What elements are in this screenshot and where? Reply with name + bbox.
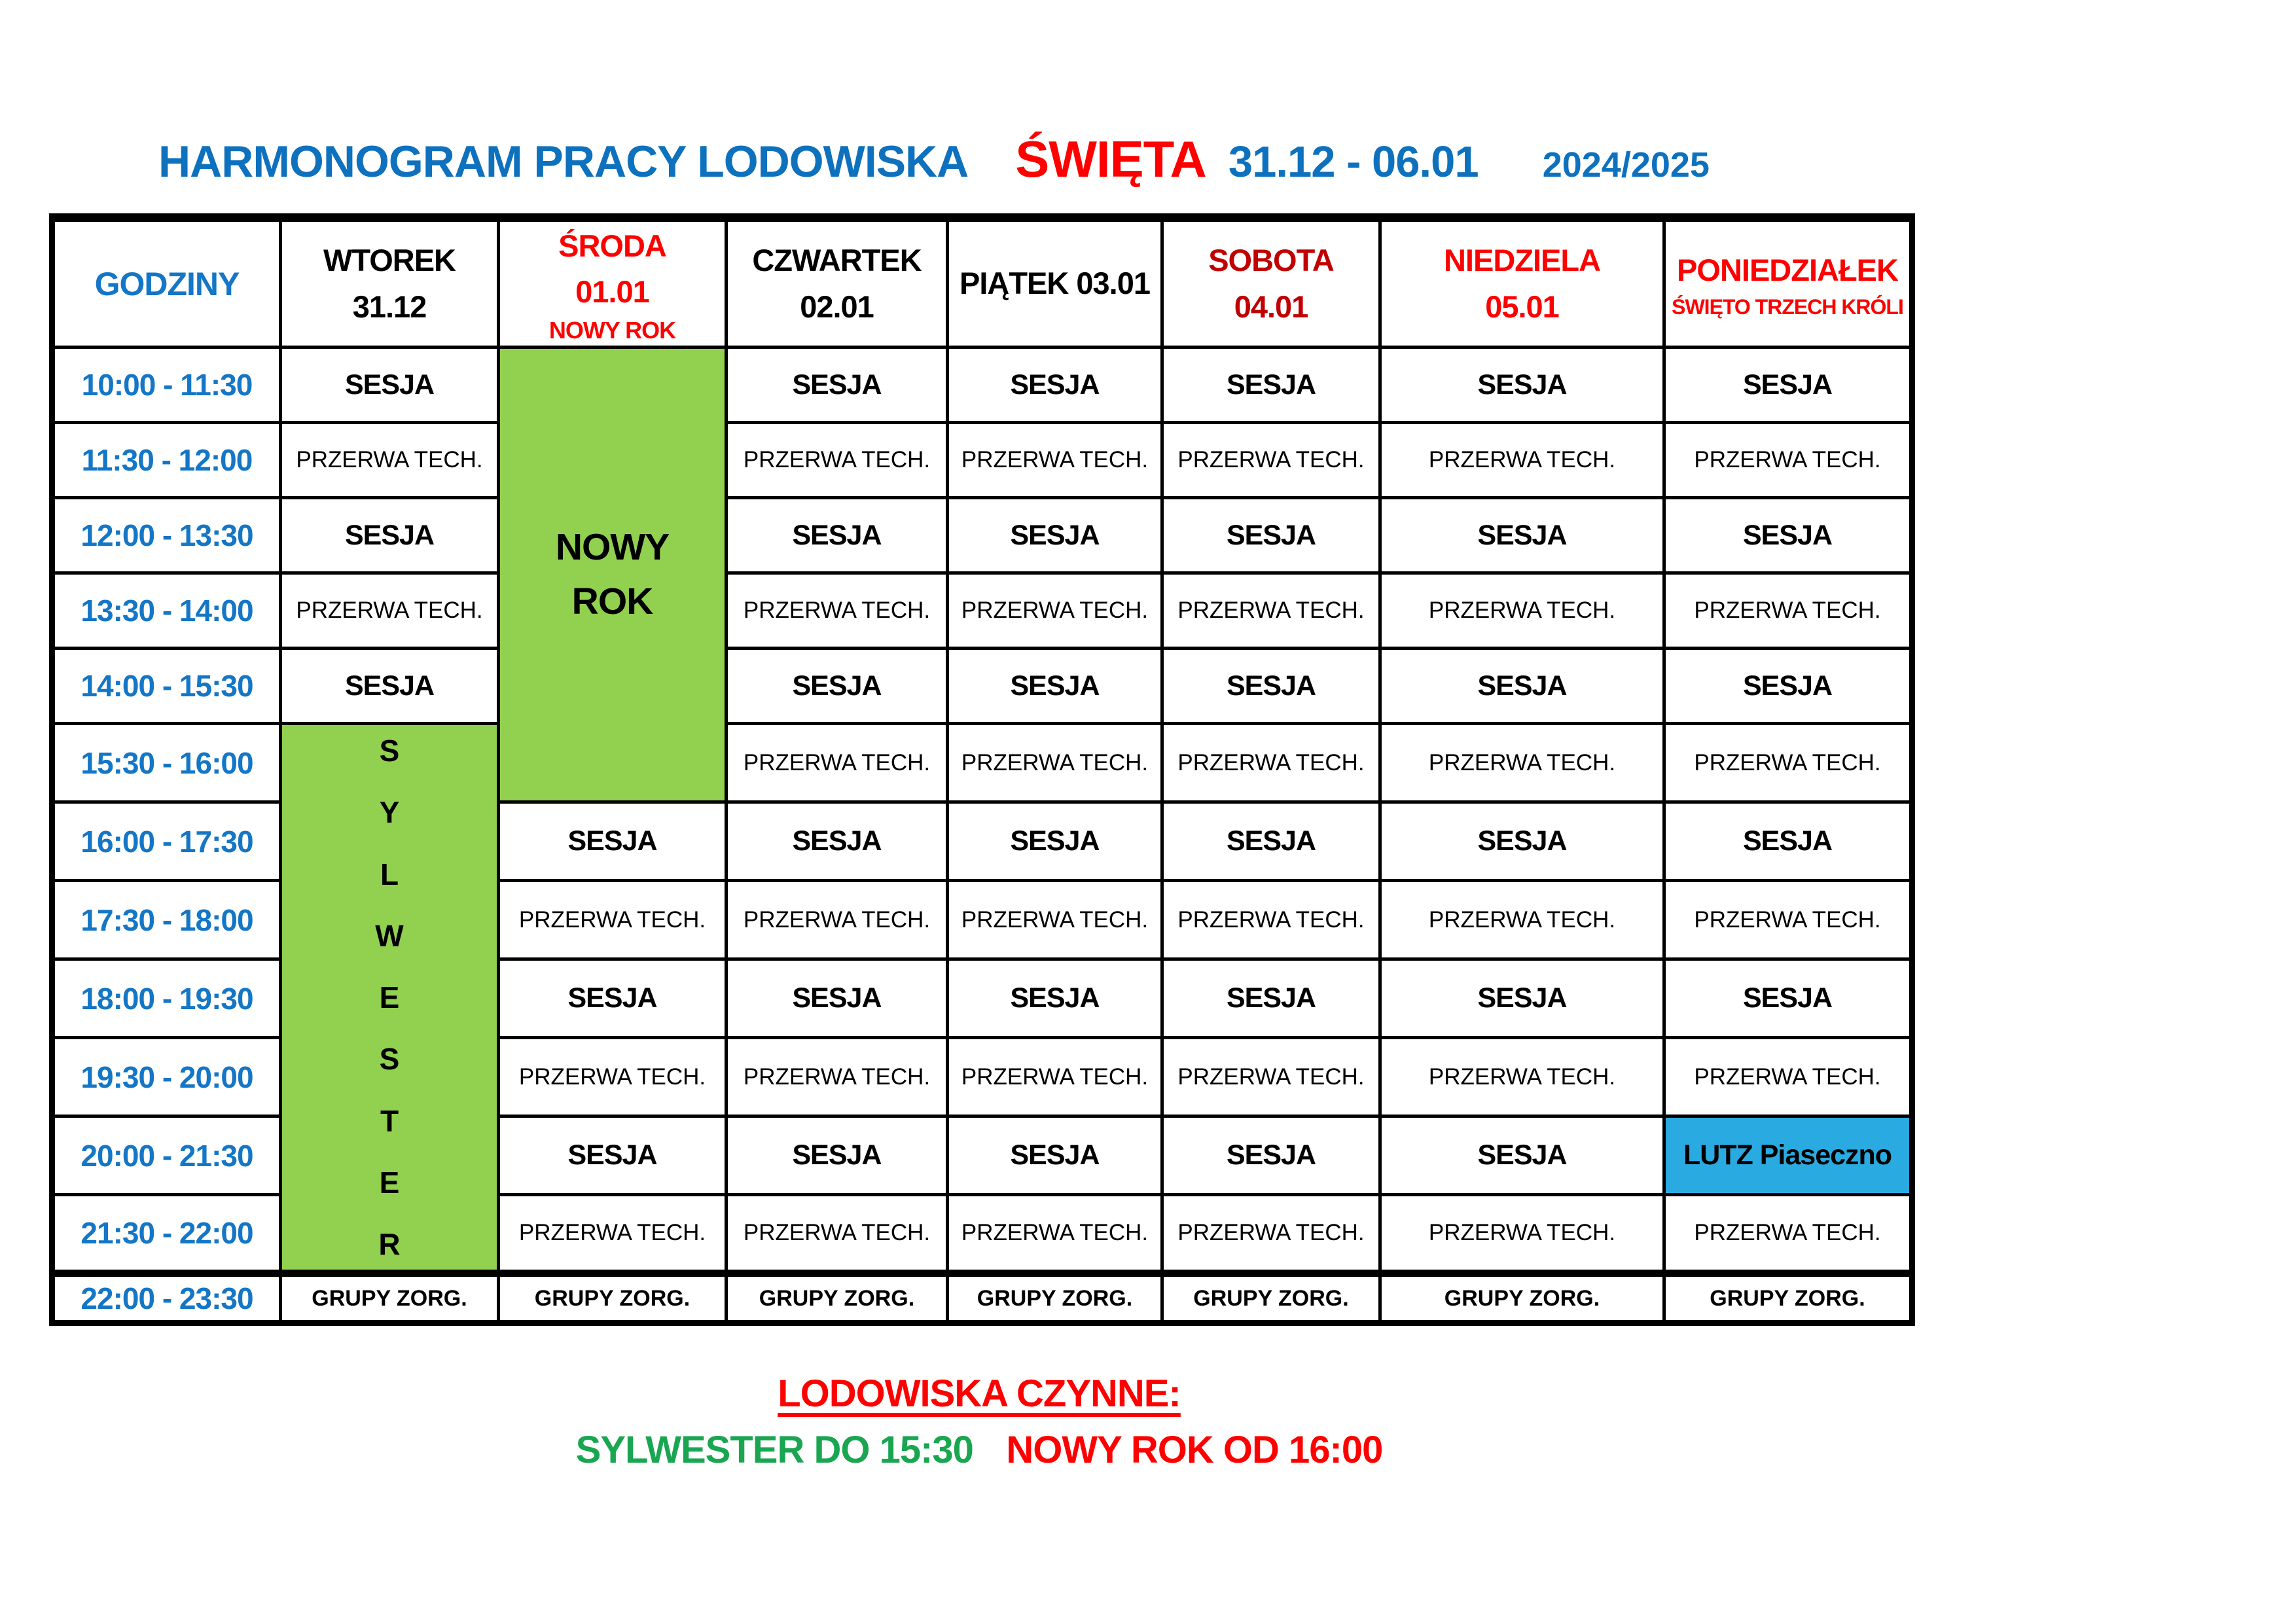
break-cell: PRZERWA TECH. (948, 881, 1162, 959)
break-cell: PRZERWA TECH. (948, 423, 1162, 498)
break-cell: PRZERWA TECH. (1380, 423, 1664, 498)
break-cell: PRZERWA TECH. (726, 573, 948, 649)
session-cell: SESJA (948, 649, 1162, 724)
groups-cell: GRUPY ZORG. (726, 1274, 948, 1323)
session-cell: SESJA (1162, 802, 1380, 881)
sylwester-letter: R (378, 1227, 401, 1261)
break-cell: PRZERWA TECH. (948, 573, 1162, 649)
session-cell: SESJA (1664, 959, 1912, 1038)
break-cell: PRZERWA TECH. (499, 1038, 726, 1116)
session-cell: SESJA (499, 802, 726, 881)
day-name: PIĄTEK 03.01 (959, 266, 1151, 301)
day-note: ŚWIĘTO TRZECH KRÓLI (1672, 294, 1903, 319)
col-header-sobota (1162, 218, 1380, 348)
day-name: WTOREK (323, 243, 456, 277)
break-cell: PRZERWA TECH. (1162, 724, 1380, 802)
break-cell: PRZERWA TECH. (1380, 724, 1664, 802)
break-cell: PRZERWA TECH. (1162, 1038, 1380, 1116)
table-row (52, 649, 1912, 724)
session-cell: SESJA (1380, 959, 1664, 1038)
session-cell: SESJA (281, 649, 499, 724)
break-cell: PRZERWA TECH. (948, 724, 1162, 802)
break-cell: PRZERWA TECH. (281, 423, 499, 498)
session-cell: SESJA (948, 348, 1162, 423)
footer-hours-line (49, 1428, 1909, 1472)
day-note: NOWY ROK (548, 316, 676, 344)
break-cell: PRZERWA TECH. (499, 881, 726, 959)
session-cell: SESJA (726, 959, 948, 1038)
session-cell: SESJA (948, 1116, 1162, 1195)
title-date-range: 31.12 - 06.01 (1228, 137, 1479, 187)
session-cell: SESJA (281, 348, 499, 423)
session-cell: SESJA (1162, 649, 1380, 724)
sylwester-letter: Y (379, 795, 400, 830)
day-date: 05.01 (1485, 289, 1559, 324)
break-cell: PRZERWA TECH. (1380, 1038, 1664, 1116)
session-cell: SESJA (948, 959, 1162, 1038)
groups-cell: GRUPY ZORG. (948, 1274, 1162, 1323)
break-cell: PRZERWA TECH. (499, 1195, 726, 1274)
day-name: SOBOTA (1208, 243, 1334, 277)
break-cell: PRZERWA TECH. (726, 724, 948, 802)
title-holiday-label: ŚWIĘTA (1015, 130, 1206, 188)
time-cell: 19:30 - 20:00 (52, 1038, 281, 1116)
table-row (52, 348, 1912, 423)
break-cell: PRZERWA TECH. (948, 1038, 1162, 1116)
session-cell: SESJA (948, 498, 1162, 573)
session-cell: SESJA (726, 498, 948, 573)
schedule-table (49, 213, 1915, 1326)
time-cell: 16:00 - 17:30 (52, 802, 281, 881)
table-row (52, 724, 1912, 802)
break-cell: PRZERWA TECH. (1664, 573, 1912, 649)
session-cell: SESJA (499, 959, 726, 1038)
session-cell: SESJA (1664, 498, 1912, 573)
sylwester-letter: W (375, 918, 404, 953)
break-cell: PRZERWA TECH. (1380, 573, 1664, 649)
session-cell: SESJA (1380, 802, 1664, 881)
table-row (52, 1274, 1912, 1323)
groups-cell: GRUPY ZORG. (281, 1274, 499, 1323)
day-name: ŚRODA (558, 228, 666, 263)
title-season: 2024/2025 (1542, 145, 1710, 185)
table-row (52, 573, 1912, 649)
col-header-czwartek (726, 218, 948, 348)
groups-cell: GRUPY ZORG. (1664, 1274, 1912, 1323)
break-cell: PRZERWA TECH. (726, 423, 948, 498)
time-cell: 11:30 - 12:00 (52, 423, 281, 498)
day-name: NIEDZIELA (1443, 243, 1601, 277)
day-date: 31.12 (352, 289, 427, 324)
groups-cell: GRUPY ZORG. (1380, 1274, 1664, 1323)
session-cell: SESJA (1380, 498, 1664, 573)
sylwester-letter: L (380, 857, 399, 891)
break-cell: PRZERWA TECH. (1664, 423, 1912, 498)
break-cell: PRZERWA TECH. (1162, 881, 1380, 959)
nowy-rok-line2: ROK (571, 580, 653, 622)
time-cell: 17:30 - 18:00 (52, 881, 281, 959)
footer-nowy-rok-hours: NOWY ROK OD 16:00 (1006, 1429, 1383, 1471)
sylwester-letter: S (379, 1042, 400, 1077)
sylwester-letter: E (379, 980, 400, 1014)
time-cell: 13:30 - 14:00 (52, 573, 281, 649)
time-cell: 12:00 - 13:30 (52, 498, 281, 573)
title-main: HARMONOGRAM PRACY LODOWISKA (158, 137, 969, 187)
groups-cell: GRUPY ZORG. (499, 1274, 726, 1323)
session-cell: SESJA (726, 802, 948, 881)
session-cell: SESJA (1162, 498, 1380, 573)
col-header-poniedzialek (1664, 218, 1912, 348)
break-cell: PRZERWA TECH. (1664, 724, 1912, 802)
sylwester-letter: S (379, 734, 400, 768)
break-cell: PRZERWA TECH. (1162, 423, 1380, 498)
footer-open-heading (49, 1372, 1909, 1416)
nowy-rok-merged-cell (499, 348, 726, 802)
session-cell: SESJA (499, 1116, 726, 1195)
col-header-piatek (948, 218, 1162, 348)
lutz-piaseczno-cell: LUTZ Piaseczno (1664, 1116, 1912, 1195)
col-header-godziny: GODZINY (52, 218, 281, 348)
session-cell: SESJA (1664, 649, 1912, 724)
break-cell: PRZERWA TECH. (1664, 1038, 1912, 1116)
footer-open-title: LODOWISKA CZYNNE: (778, 1372, 1181, 1415)
day-name: PONIEDZIAŁEK (1677, 253, 1898, 288)
break-cell: PRZERWA TECH. (1664, 881, 1912, 959)
sylwester-letter: E (379, 1165, 400, 1200)
break-cell: PRZERWA TECH. (1664, 1195, 1912, 1274)
day-name: CZWARTEK (752, 243, 922, 277)
session-cell: SESJA (1380, 1116, 1664, 1195)
sylwester-letter: T (380, 1103, 399, 1138)
table-row (52, 498, 1912, 573)
break-cell: PRZERWA TECH. (1380, 1195, 1664, 1274)
session-cell: SESJA (1664, 348, 1912, 423)
session-cell: SESJA (1664, 802, 1912, 881)
time-cell: 22:00 - 23:30 (52, 1274, 281, 1323)
session-cell: SESJA (1162, 1116, 1380, 1195)
sylwester-letters (282, 725, 497, 1270)
session-cell: SESJA (1162, 348, 1380, 423)
col-header-wtorek (281, 218, 499, 348)
session-cell: SESJA (1162, 959, 1380, 1038)
time-cell: 20:00 - 21:30 (52, 1116, 281, 1195)
table-row (52, 423, 1912, 498)
session-cell: SESJA (726, 649, 948, 724)
time-cell: 10:00 - 11:30 (52, 348, 281, 423)
col-header-niedziela (1380, 218, 1664, 348)
time-cell: 21:30 - 22:00 (52, 1195, 281, 1274)
day-date: 04.01 (1234, 289, 1308, 324)
break-cell: PRZERWA TECH. (1380, 881, 1664, 959)
break-cell: PRZERWA TECH. (1162, 573, 1380, 649)
break-cell: PRZERWA TECH. (726, 881, 948, 959)
header-row (52, 218, 1912, 348)
nowy-rok-line1: NOWY (555, 526, 670, 569)
break-cell: PRZERWA TECH. (726, 1038, 948, 1116)
col-header-sroda (499, 218, 726, 348)
session-cell: SESJA (1380, 649, 1664, 724)
groups-cell: GRUPY ZORG. (1162, 1274, 1380, 1323)
day-date: 01.01 (575, 274, 649, 309)
break-cell: PRZERWA TECH. (726, 1195, 948, 1274)
sylwester-merged-cell (281, 724, 499, 1274)
footer-sylwester-hours: SYLWESTER DO 15:30 (575, 1429, 973, 1471)
session-cell: SESJA (1380, 348, 1664, 423)
break-cell: PRZERWA TECH. (281, 573, 499, 649)
session-cell: SESJA (948, 802, 1162, 881)
session-cell: SESJA (726, 348, 948, 423)
session-cell: SESJA (281, 498, 499, 573)
time-cell: 18:00 - 19:30 (52, 959, 281, 1038)
time-cell: 14:00 - 15:30 (52, 649, 281, 724)
session-cell: SESJA (726, 1116, 948, 1195)
page-title (158, 130, 1710, 189)
day-date: 02.01 (800, 289, 874, 324)
time-cell: 15:30 - 16:00 (52, 724, 281, 802)
break-cell: PRZERWA TECH. (948, 1195, 1162, 1274)
break-cell: PRZERWA TECH. (1162, 1195, 1380, 1274)
